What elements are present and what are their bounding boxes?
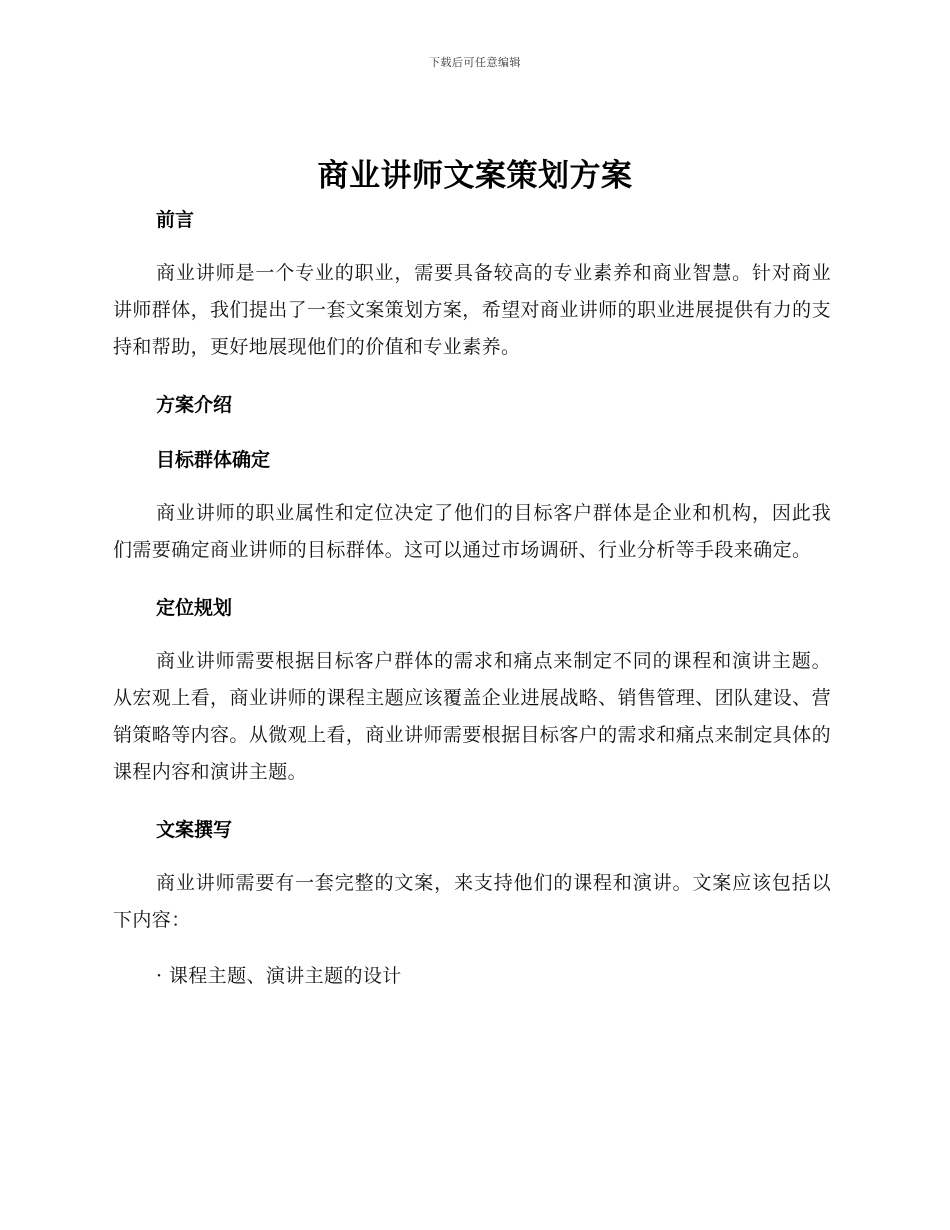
heading-copywriting: 文案撰写 [156,819,233,841]
heading-plan-intro: 方案介绍 [156,394,233,416]
paragraph-target-group: 商业讲师的职业属性和定位决定了他们的目标客户群体是企业和机构，因此我们需要确定商业讲师的目标群体。这可以通过市场调研、行业分析等手段来确定。 [113,502,831,561]
document-title: 商业讲师文案策划方案 [317,158,633,194]
paragraph-positioning: 商业讲师需要根据目标客户群体的需求和痛点来制定不同的课程和演讲主题。从宏观上看，商业讲师的课程主题应该覆盖企业进展战略、销售管理、团队建设、营销策略等内容。从微观上看，商业讲师需要根据目标客户的需求和痛点来制定具体的课程内容和演讲主题。 [113,650,831,783]
heading-preface: 前言 [156,209,195,231]
paragraph-copywriting: 商业讲师需要有一套完整的文案，来支持他们的课程和演讲。文案应该包括以下内容： [113,872,831,931]
list-item: · 课程主题、演讲主题的设计 [156,965,402,987]
paragraph-preface: 商业讲师是一个专业的职业，需要具备较高的专业素养和商业智慧。针对商业讲师群体，我们提出了一套文案策划方案，希望对商业讲师的职业进展提供有力的支持和帮助，更好地展现他们的价值和专业素养。 [113,262,831,358]
header-note: 下载后可任意编辑 [429,56,521,69]
heading-target-group: 目标群体确定 [156,449,271,471]
document-body [113,200,831,995]
heading-positioning: 定位规划 [156,597,233,619]
